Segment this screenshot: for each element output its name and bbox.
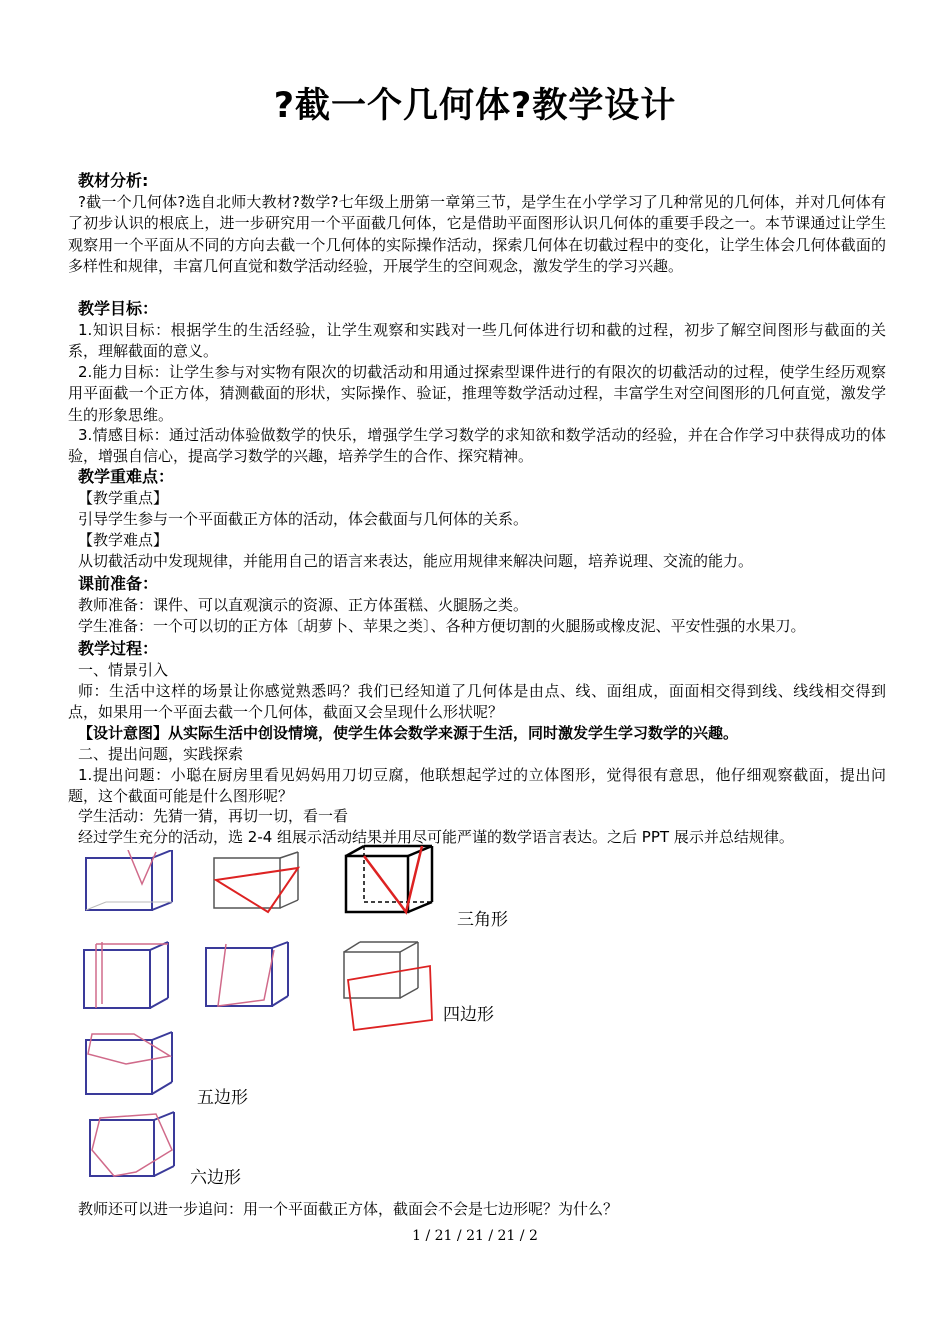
prep-teacher: 教师准备：课件、可以直观演示的资源、正方体蛋糕、火腿肠之类。 <box>78 596 529 614</box>
cube-triangle-section-2 <box>210 850 304 916</box>
activity-summary: 经过学生充分的活动，选 2-4 组展示活动结果并用尽可能严谨的数学语言表达。之后 PPT 展示并总结规律。 <box>78 828 794 846</box>
section-2-body: 1.提出问题：小聪在厨房里看见妈妈用刀切豆腐，他联想起学过的立体图形，觉得很有意思，他仔细观察截面，提出问题，这个截面可能是什么图形呢？ <box>68 766 886 806</box>
student-activity: 学生活动：先猜一猜，再切一切，看一看 <box>78 807 349 825</box>
cube-quad-section-3 <box>338 938 438 1034</box>
design-intent-label: 【设计意图】 <box>78 724 169 742</box>
cube-quad-section-2 <box>200 940 294 1012</box>
cube-pentagon-section <box>82 1030 178 1098</box>
process-heading: 教学过程： <box>78 639 159 658</box>
goal-ability: 2.能力目标：让学生参与对实物有限次的切截活动和用通过探索型课件进行的有限次的切截活动的过程，使学生经历观察用平面截一个正方体，猜测截面的形状，实际操作、验证，推理等数学活动过程，丰富学生对空间图形的几何直觉，激发学生的形象思维。 <box>68 363 886 424</box>
label-triangle: 三角形 <box>457 910 508 930</box>
section-2-title: 二、提出问题，实践探索 <box>78 745 244 763</box>
label-quadrilateral: 四边形 <box>443 1005 494 1025</box>
design-intent-text: 从实际生活中创设情境，使学生体会数学来源于生活，同时激发学生学习数学的兴趣。 <box>168 724 739 742</box>
prep-student: 学生准备：一个可以切的正方体〔胡萝卜、苹果之类〕、各种方便切割的火腿肠或橡皮泥、平安性强的水果刀。 <box>78 617 806 635</box>
goal-emotion: 3.情感目标：通过活动体验做数学的快乐，增强学生学习数学的求知欲和数学活动的经验，并在合作学习中获得成功的体验，增强自信心，提高学习数学的兴趣，培养学生的合作、探究精神。 <box>68 426 886 466</box>
cube-hexagon-section <box>86 1110 182 1180</box>
goal-knowledge: 1.知识目标：根据学生的生活经验，让学生观察和实践对一些几何体进行切和截的过程，初步了解空间图形与截面的关系，理解截面的意义。 <box>68 321 886 361</box>
keypoints-heading: 教学重难点： <box>78 467 175 486</box>
goals-heading: 教学目标： <box>78 299 159 318</box>
difficulty-text: 从切截活动中发现规律，并能用自己的语言来表达，能应用规律来解决问题，培养说理、交流的能力。 <box>78 552 754 570</box>
focus-text: 引导学生参与一个平面截正方体的活动，体会截面与几何体的关系。 <box>78 510 529 528</box>
page-footer: 1 / 21 / 21 / 21 / 2 <box>412 1228 538 1244</box>
analysis-body: ?截一个几何体?选自北师大教材?数学?七年级上册第一章第三节，是学生在小学学习了几种常见的几何体，并对几何体有了初步认识的根底上，进一步研究用一个平面截几何体，它是借助平面图形认识几何体的重要手段之一。本节课通过让学生观察用一个平面从不同的方向去截一个几何体的实际操作活动，探索几何体在切截过程中的变化，让学生体会几何体截面的多样性和规律，丰富几何直觉和数学活动经验，开展学生的空间观念，激发学生的学习兴趣。 <box>68 193 886 275</box>
label-pentagon: 五边形 <box>197 1088 248 1108</box>
label-hexagon: 六边形 <box>190 1168 241 1188</box>
cube-quad-section-1 <box>80 940 174 1014</box>
section-1-title: 一、情景引入 <box>78 661 169 679</box>
document-title: ?截一个几何体?教学设计 <box>273 86 677 126</box>
focus-label: 【教学重点】 <box>78 489 169 507</box>
prep-heading: 课前准备： <box>78 574 159 593</box>
followup-question: 教师还可以进一步追问：用一个平面截正方体，截面会不会是七边形呢？为什么？ <box>78 1200 619 1218</box>
cube-triangle-section-1 <box>80 850 180 914</box>
design-intent <box>78 723 908 744</box>
cube-triangle-section-3 <box>340 842 440 916</box>
difficulty-label: 【教学难点】 <box>78 531 169 549</box>
analysis-heading: 教材分析: <box>78 171 149 190</box>
section-1-body: 师：生活中这样的场景让你感觉熟悉吗？我们已经知道了几何体是由点、线、面组成，面面相交得到线、线线相交得到点，如果用一个平面去截一个几何体，截面又会呈现什么形状呢？ <box>68 682 886 722</box>
